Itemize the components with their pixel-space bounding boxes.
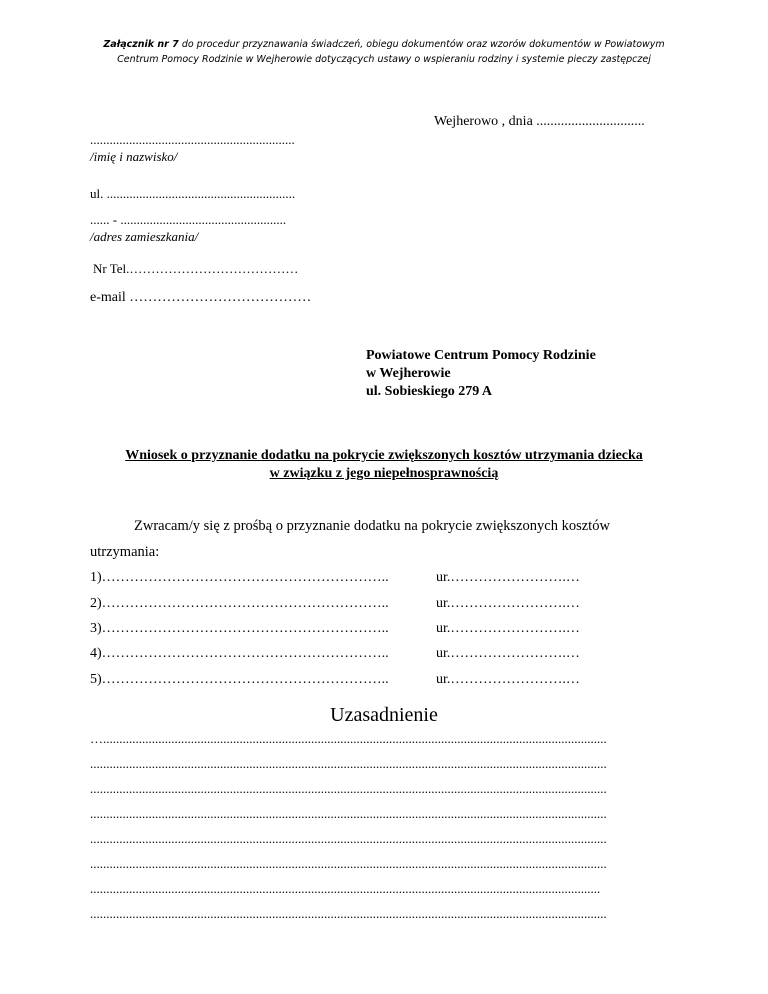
recipient-line-2: w Wejherowie [366, 366, 451, 381]
child-5-birth-field: ur.…………………….… [436, 672, 580, 687]
justification-line-2: ............................................................................................................................................................... [90, 756, 607, 771]
justification-line-5: ............................................................................................................................................................... [90, 831, 607, 846]
justification-line-4: ............................................................................................................................................................... [90, 806, 607, 821]
recipient-address [366, 347, 596, 401]
street-field: ul. .......................................................... [90, 186, 296, 201]
phone-field: Nr Tel.………………………………… [93, 261, 299, 276]
application-title [60, 447, 708, 483]
justification-heading: Uzasadnienie [330, 704, 438, 726]
child-3-birth-field: ur.…………………….… [436, 621, 580, 636]
child-5-name-field: 5)…………………………………………………….. [90, 672, 389, 687]
child-4-birth-field: ur.…………………….… [436, 646, 580, 661]
name-dots-field: ............................................................... [90, 132, 295, 147]
recipient-line-1: Powiatowe Centrum Pomocy Rodzinie [366, 348, 596, 363]
justification-line-3: ............................................................................................................................................................... [90, 781, 607, 796]
child-1-name-field: 1)…………………………………………………….. [90, 570, 389, 585]
address-caption: /adres zamieszkania/ [90, 229, 199, 244]
child-3-name-field: 3)…………………………………………………….. [90, 621, 389, 636]
header-line-2: Centrum Pomocy Rodzinie w Wejherowie dotyczących ustawy o wspieraniu rodziny i systemie pieczy zastępczej [117, 54, 651, 65]
name-caption: /imię i nazwisko/ [90, 149, 178, 164]
recipient-line-3: ul. Sobieskiego 279 A [366, 384, 493, 399]
email-field: e-mail ………………………………… [90, 290, 312, 305]
child-4-name-field: 4)…………………………………………………….. [90, 646, 389, 661]
attachment-label: Załącznik nr 7 [103, 39, 179, 50]
header-line-1 [60, 37, 708, 52]
justification-line-8: ............................................................................................................................................................... [90, 906, 607, 921]
request-line-2: utrzymania: [90, 544, 160, 560]
child-2-name-field: 2)…………………………………………………….. [90, 596, 389, 611]
justification-line-6: ............................................................................................................................................................... [90, 856, 607, 871]
attachment-header-note [60, 37, 708, 67]
title-line-2: w związku z jego niepełnosprawnością [269, 466, 499, 481]
child-1-birth-field: ur.…………………….… [436, 570, 580, 585]
postal-field: ...... - ................................................... [90, 212, 287, 227]
justification-line-7: ............................................................................................................................................................. [90, 881, 601, 896]
header-line-1-text: do procedur przyznawania świadczeń, obiegu dokumentów oraz wzorów dokumentów w Powiatowym [178, 39, 665, 50]
title-line-1: Wniosek o przyznanie dodatku na pokrycie zwiększonych kosztów utrzymania dziecka [125, 448, 643, 463]
child-2-birth-field: ur.…………………….… [436, 596, 580, 611]
justification-line-1: …........................................................................................................................................................... [90, 731, 607, 746]
request-line-1: Zwracam/y się z prośbą o przyznanie dodatku na pokrycie zwiększonych kosztów [134, 518, 610, 534]
place-date-field: Wejherowo , dnia ............................... [434, 114, 645, 129]
